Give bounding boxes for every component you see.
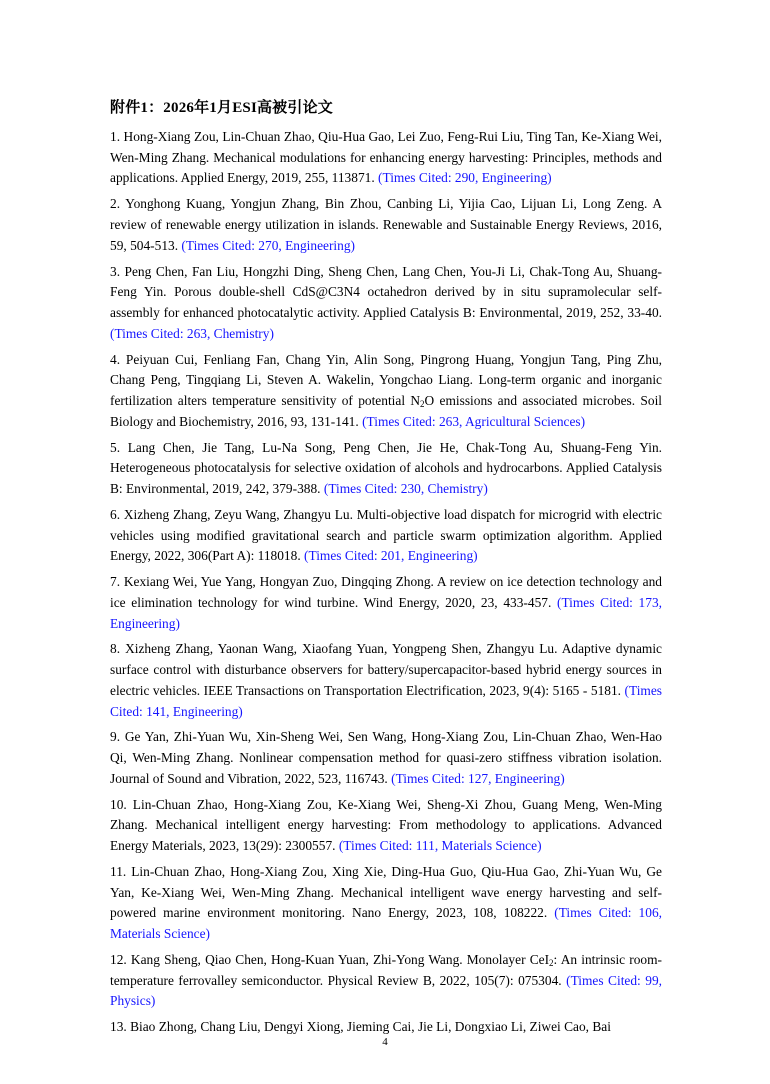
reference-entry-3: [110, 262, 662, 345]
reference-text: O emissions and associated microbes. Soil Biology and Biochemistry, 2016, 93, 131-141.: [110, 393, 663, 429]
reference-entry-7: [110, 572, 662, 634]
reference-text: 6. Xizheng Zhang, Zeyu Wang, Zhangyu Lu. Multi-objective load dispatch for microgrid with electric vehicles using modified gravitational search and particle swarm optimization algorithm. Applied Energy, 2022, 306(Part A): 118018.: [110, 506, 662, 564]
reference-text: 2. Yonghong Kuang, Yongjun Zhang, Bin Zhou, Canbing Li, Yijia Cao, Lijuan Li, Long Zeng. A review of renewable energy utilization in islands. Renewable and Sustainable Energy Reviews, 2016, 59, 504-513.: [110, 196, 662, 253]
citation-info: (Times Cited: 263, Agricultural Sciences): [362, 413, 586, 429]
reference-text: 13. Biao Zhong, Chang Liu, Dengyi Xiong, Jieming Cai, Jie Li, Dongxiao Li, Ziwei Cao, Bai: [110, 1019, 611, 1035]
reference-entry-9: [110, 727, 662, 789]
citation-info: (Times Cited: 141, Engineering): [110, 682, 662, 719]
reference-entry-1: [110, 127, 662, 189]
reference-text: 7. Kexiang Wei, Yue Yang, Hongyan Zuo, Dingqing Zhong. A review on ice detection technology and ice elimination technology for wind turbine. Wind Energy, 2020, 23, 433-457.: [110, 574, 662, 610]
subscript: 2: [549, 958, 554, 969]
reference-text: 5. Lang Chen, Jie Tang, Lu-Na Song, Peng Chen, Jie He, Chak-Tong Au, Shuang-Feng Yin. Heterogeneous photocatalysis for selective oxidation of alcohols and hydrocarbons. Applied Catalysis B: Environmental, 2019, 242, 379-388.: [110, 439, 662, 496]
citation-info: (Times Cited: 263, Chemistry): [110, 325, 274, 341]
reference-entry-12: [110, 950, 662, 1012]
reference-entry-8: [110, 639, 662, 722]
citation-info: (Times Cited: 111, Materials Science): [338, 838, 542, 854]
reference-entry-11: [110, 862, 662, 945]
reference-text: 8. Xizheng Zhang, Yaonan Wang, Xiaofang Yuan, Yongpeng Shen, Zhangyu Lu. Adaptive dynamic surface control with disturbance observers for battery/supercapacitor-based hybrid energy sources in electric vehicles. IEEE Transactions on Transportation Electrification, 2023, 9(4): 5165 - 5181.: [110, 641, 662, 698]
reference-text: 1. Hong-Xiang Zou, Lin-Chuan Zhao, Qiu-Hua Gao, Lei Zuo, Feng-Rui Liu, Ting Tan, Ke-Xiang Wei, Wen-Ming Zhang. Mechanical modulations for enhancing energy harvesting: Principles, methods and applications. Applied Energy, 2019, 255, 113871.: [110, 129, 662, 186]
document-page: [110, 96, 662, 1043]
reference-text: 10. Lin-Chuan Zhao, Hong-Xiang Zou, Ke-Xiang Wei, Sheng-Xi Zhou, Guang Meng, Wen-Ming Zhang. Mechanical intelligent energy harvesting: From methodology to applications. Advanced Energy Materials, 2023, 13(29): 2300557.: [110, 796, 662, 854]
reference-text: : An intrinsic room-temperature ferrovalley semiconductor. Physical Review B, 2022, 105(7): 075304.: [110, 952, 663, 988]
subscript: 2: [420, 399, 425, 409]
page-number: 4: [382, 1036, 388, 1048]
reference-entry-4: [110, 350, 662, 433]
reference-text: 11. Lin-Chuan Zhao, Hong-Xiang Zou, Xing Xie, Ding-Hua Guo, Qiu-Hua Gao, Zhi-Yuan Wu, Ge Yan, Ke-Xiang Wei, Wen-Ming Zhang. Mechanical intelligent wave energy harvesting and self-powered marine environment monitoring. Nano Energy, 2023, 108, 108222.: [110, 864, 662, 921]
citation-info: (Times Cited: 106, Materials Science): [110, 905, 662, 942]
reference-entry-13: [110, 1017, 662, 1038]
reference-entry-2: [110, 194, 662, 256]
citation-info: (Times Cited: 99, Physics): [110, 972, 663, 1009]
citation-info: (Times Cited: 173, Engineering): [110, 594, 662, 631]
reference-text: 12. Kang Sheng, Qiao Chen, Hong-Kuan Yuan, Zhi-Yong Wang. Monolayer CeI: [110, 952, 550, 968]
reference-text: 4. Peiyuan Cui, Fenliang Fan, Chang Yin, Alin Song, Pingrong Huang, Yongjun Tang, Ping Zhu, Chang Peng, Tingqiang Li, Steven A. Wakelin, Yongchao Liang. Long-term organic and inorganic fertilization alters temperature sensitivity of potential N: [110, 351, 662, 408]
citation-info: (Times Cited: 127, Engineering): [391, 770, 565, 786]
reference-text: 9. Ge Yan, Zhi-Yuan Wu, Xin-Sheng Wei, Sen Wang, Hong-Xiang Zou, Lin-Chuan Zhao, Wen-Hao Qi, Wen-Ming Zhang. Nonlinear compensation method for quasi-zero stiffness vibration isolation. Journal of Sound and Vibration, 2022, 523, 116743.: [110, 729, 662, 786]
reference-entry-5: [110, 438, 662, 500]
citation-info: (Times Cited: 270, Engineering): [181, 237, 355, 253]
reference-entry-10: [110, 795, 662, 857]
page-title: 附件1：2026年1月ESI高被引论文: [110, 100, 333, 116]
citation-info: (Times Cited: 230, Chemistry): [323, 481, 488, 496]
citation-info: (Times Cited: 290, Engineering): [378, 170, 552, 186]
citation-info: (Times Cited: 201, Engineering): [304, 548, 478, 564]
reference-entry-6: [110, 505, 662, 567]
reference-text: 3. Peng Chen, Fan Liu, Hongzhi Ding, Sheng Chen, Lang Chen, You-Ji Li, Chak-Tong Au, Shuang-Feng Yin. Porous double-shell CdS@C3N4 octahedron derived by in situ supramolecular self-assembly for enhanced photocatalytic activity. Applied Catalysis B: Environmental, 2019, 252, 33-40.: [110, 263, 662, 320]
